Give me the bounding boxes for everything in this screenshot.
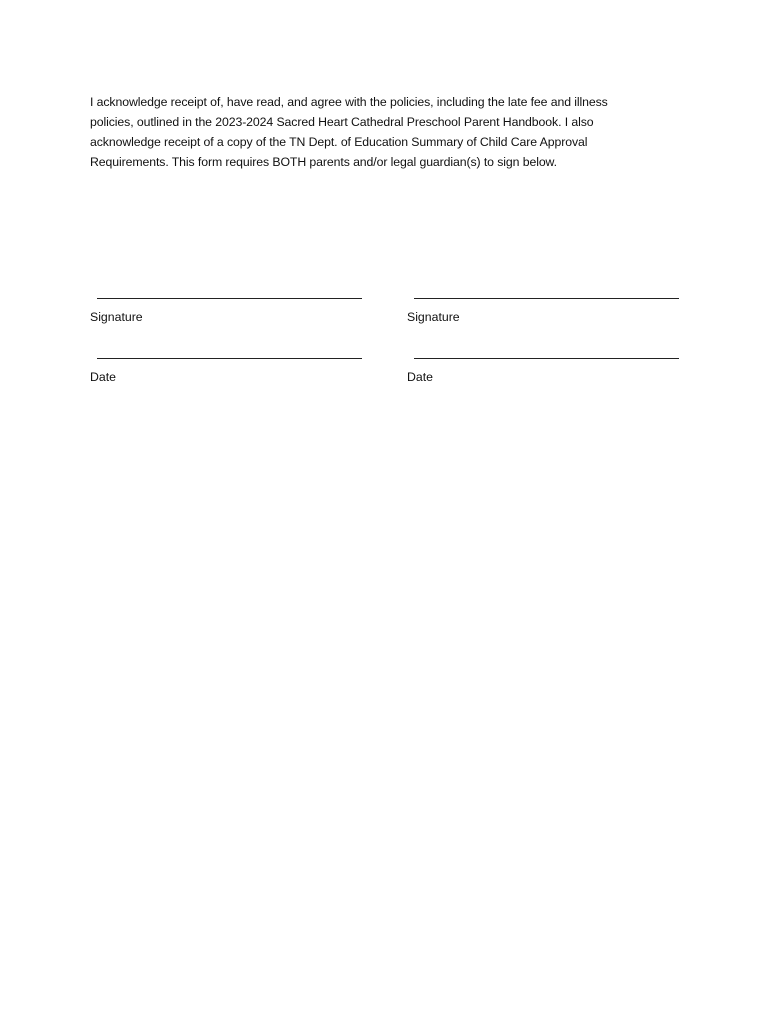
signature-block-1	[90, 298, 370, 324]
signature-label-2: Signature	[407, 310, 460, 324]
signature-line-1[interactable]	[97, 298, 362, 299]
acknowledgement-paragraph: I acknowledge receipt of, have read, and agree with the policies, including the late fee and illness policies, outlined in the 2023-2024 Sacred Heart Cathedral Preschool Parent Handbook. I also acknowledge receipt of a copy of the TN Dept. of Education Summary of Child Care Approval Requirements. This form requires BOTH parents and/or legal guardian(s) to sign below.	[90, 95, 608, 169]
signature-label-1: Signature	[90, 310, 143, 324]
date-label-2: Date	[407, 370, 433, 384]
date-line-1[interactable]	[97, 358, 362, 359]
signature-line-2[interactable]	[414, 298, 679, 299]
date-block-1	[90, 358, 370, 384]
signature-block-2	[407, 298, 687, 324]
date-line-2[interactable]	[414, 358, 679, 359]
date-label-1: Date	[90, 370, 116, 384]
date-block-2	[407, 358, 687, 384]
